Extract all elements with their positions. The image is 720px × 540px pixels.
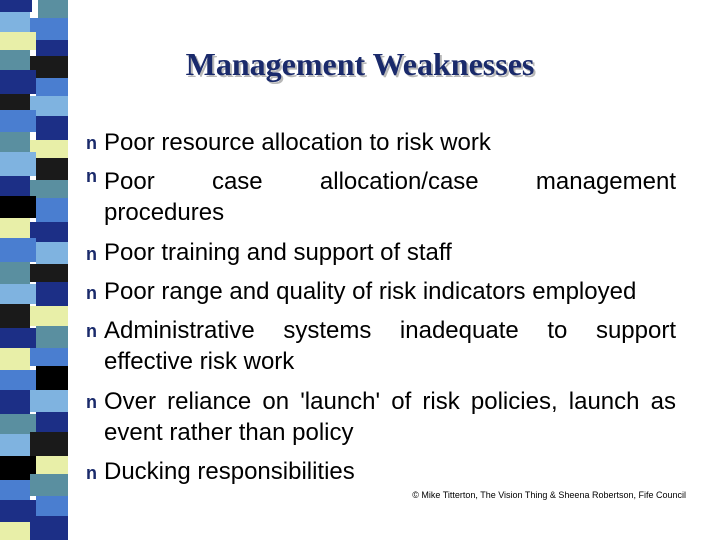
bullet-text-launch-reliance: Over reliance on 'launch' of risk policies, launch as [104, 388, 676, 415]
bullet-text-ducking-responsibilities: Ducking responsibilities [104, 458, 355, 485]
bullet-marker: n [86, 166, 97, 186]
bullet-text-case-allocation: Poor case allocation/case management [104, 168, 676, 195]
bullet-marker: n [86, 244, 97, 264]
copyright-credit: © Mike Titterton, The Vision Thing & Sheena Robertson, Fife Council [412, 490, 686, 500]
slide-title: Management Weaknesses [185, 46, 535, 82]
bullet-text-risk-indicators: Poor range and quality of risk indicators employed [104, 278, 637, 305]
bullet-text-resource-allocation: Poor resource allocation to risk work [104, 129, 491, 156]
bullet-marker: n [86, 392, 97, 412]
bullet-text-admin-systems: Administrative systems inadequate to support [104, 317, 676, 344]
bullet-marker: n [86, 283, 97, 303]
bullet-text-launch-reliance-cont: event rather than policy [104, 419, 354, 446]
bullet-marker: n [86, 463, 97, 483]
bullet-marker: n [86, 321, 97, 341]
bullet-marker: n [86, 133, 97, 153]
bullet-text-case-allocation-cont: procedures [104, 199, 225, 226]
bullet-text-admin-systems-cont: effective risk work [104, 348, 295, 375]
bullet-text-training: Poor training and support of staff [104, 239, 452, 266]
